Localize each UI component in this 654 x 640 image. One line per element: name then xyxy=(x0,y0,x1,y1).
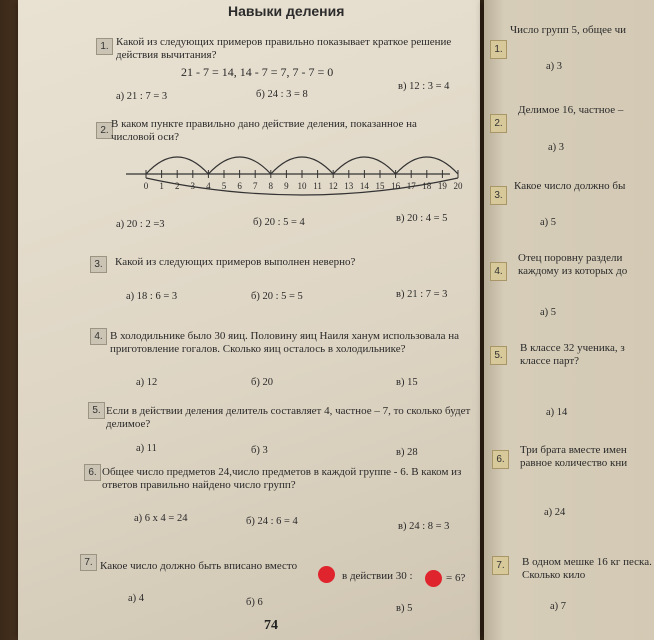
question-7-option-a: а) 4 xyxy=(128,593,145,604)
number-line-label: 7 xyxy=(252,181,258,191)
right-question-3-number: 3. xyxy=(490,186,507,205)
question-5-option-b: б) 3 xyxy=(251,445,268,456)
number-line-label: 4 xyxy=(206,181,211,191)
question-5-option-c: в) 28 xyxy=(396,447,418,458)
red-circle-marker xyxy=(318,566,335,583)
question-3-text: Какой из следующих примеров выполнен неверно? xyxy=(115,256,356,268)
right-question-4-option: а) 5 xyxy=(540,307,557,318)
number-line-label: 6 xyxy=(237,181,242,191)
question-3-option-a: а) 18 : 6 = 3 xyxy=(126,291,178,302)
question-6-option-a: а) 6 х 4 = 24 xyxy=(134,513,188,524)
question-7-text-start: Какое число должно быть вписано вместо xyxy=(100,560,298,572)
number-line-label: 11 xyxy=(313,181,322,191)
right-question-1-option: а) 3 xyxy=(546,61,563,72)
red-circle-marker xyxy=(425,570,442,587)
right-question-2-text: Делимое 16, частное – xyxy=(518,104,624,116)
question-1-option-a: а) 21 : 7 = 3 xyxy=(116,91,168,102)
number-line-label: 3 xyxy=(190,181,196,191)
number-line-label: 18 xyxy=(422,181,432,191)
number-line-label: 17 xyxy=(406,181,416,191)
left-page xyxy=(18,0,480,640)
number-line-label: 5 xyxy=(221,181,227,191)
right-question-4-text: Отец поровну раздели каждому из которых до xyxy=(518,252,628,277)
question-1-option-b: б) 24 : 3 = 8 xyxy=(256,89,308,100)
right-question-1-number: 1. xyxy=(490,40,507,59)
question-4-number: 4. xyxy=(90,328,107,345)
right-question-3-text: Какое число должно бы xyxy=(514,180,626,192)
question-7-text-end: = 6? xyxy=(446,572,466,584)
number-line-label: 16 xyxy=(391,181,401,191)
right-question-4-number: 4. xyxy=(490,262,507,281)
question-4-text: В холодильнике было 30 яиц. Половину яиц Наиля ханум использовала на приготовление гогалов. Сколько яиц осталось в холодильнике? xyxy=(110,330,459,355)
number-line-label: 2 xyxy=(174,181,180,191)
right-page xyxy=(484,0,654,640)
question-2-text: В каком пункте правильно дано действие деления, показанное на числовой оси? xyxy=(111,118,417,143)
question-7-option-b: б) 6 xyxy=(246,597,263,608)
number-line-label: 15 xyxy=(375,181,385,191)
number-line-label: 1 xyxy=(159,181,164,191)
question-4-option-b: б) 20 xyxy=(251,377,273,388)
question-3-number: 3. xyxy=(90,256,107,273)
number-line-label: 9 xyxy=(284,181,289,191)
right-question-3-option: а) 5 xyxy=(540,217,557,228)
question-3-option-b: б) 20 : 5 = 5 xyxy=(251,291,303,302)
page-title: Навыки деления xyxy=(228,3,345,19)
number-line-label: 13 xyxy=(344,181,354,191)
right-question-6-option: а) 24 xyxy=(544,507,566,518)
number-line-label: 19 xyxy=(437,181,447,191)
number-line-label: 14 xyxy=(359,181,369,191)
question-4-option-c: в) 15 xyxy=(396,377,418,388)
number-line-ticks xyxy=(144,170,463,191)
question-7-text-middle: в действии 30 : xyxy=(342,570,413,582)
right-question-5-number: 5. xyxy=(490,346,507,365)
question-6-option-b: б) 24 : 6 = 4 xyxy=(246,516,298,527)
question-5-number: 5. xyxy=(88,402,105,419)
right-question-2-number: 2. xyxy=(490,114,507,133)
question-6-option-c: в) 24 : 8 = 3 xyxy=(398,521,450,532)
right-question-6-number: 6. xyxy=(492,450,509,469)
question-1-option-c: в) 12 : 3 = 4 xyxy=(398,81,450,92)
question-7-option-c: в) 5 xyxy=(396,603,413,614)
number-line-label: 8 xyxy=(268,181,274,191)
right-question-7-text: В одном мешке 16 кг песка. Сколько кило xyxy=(522,556,652,581)
number-line xyxy=(118,138,463,198)
right-question-2-option: а) 3 xyxy=(548,142,565,153)
number-line-label: 0 xyxy=(143,181,149,191)
question-2-option-b: б) 20 : 5 = 4 xyxy=(253,217,305,228)
question-2-option-c: в) 20 : 4 = 5 xyxy=(396,213,448,224)
question-3-option-c: в) 21 : 7 = 3 xyxy=(396,289,448,300)
question-5-option-a: а) 11 xyxy=(136,443,157,454)
number-line-label: 20 xyxy=(453,181,463,191)
right-question-5-option: а) 14 xyxy=(546,407,568,418)
number-line-label: 12 xyxy=(328,181,338,191)
right-question-6-text: Три брата вместе имен равное количество кни xyxy=(520,444,628,469)
question-2-option-a: а) 20 : 2 =3 xyxy=(116,219,165,230)
right-question-7-option: а) 7 xyxy=(550,601,567,612)
question-6-text: Общее число предметов 24,число предметов в каждой группе - 6. В каком из ответов правильно найдено число групп? xyxy=(102,466,462,491)
number-line-label: 10 xyxy=(297,181,307,191)
question-5-text: Если в действии деления делитель составляет 4, частное – 7, то сколько будет делимое? xyxy=(106,405,471,430)
question-6-number: 6. xyxy=(84,464,101,481)
question-1-text: Какой из следующих примеров правильно показывает краткое решение действия вычитания? xyxy=(116,36,452,61)
right-question-5-text: В классе 32 ученика, з классе парт? xyxy=(520,342,625,367)
question-7-number: 7. xyxy=(80,554,97,571)
question-2-number: 2. xyxy=(96,122,113,139)
right-question-7-number: 7. xyxy=(492,556,509,575)
question-1-example: 21 - 7 = 14, 14 - 7 = 7, 7 - 7 = 0 xyxy=(181,65,334,79)
page-number: 74 xyxy=(264,618,278,633)
question-4-option-a: а) 12 xyxy=(136,377,158,388)
right-question-1-text: Число групп 5, общее чи xyxy=(510,24,627,36)
question-1-number: 1. xyxy=(96,38,113,55)
